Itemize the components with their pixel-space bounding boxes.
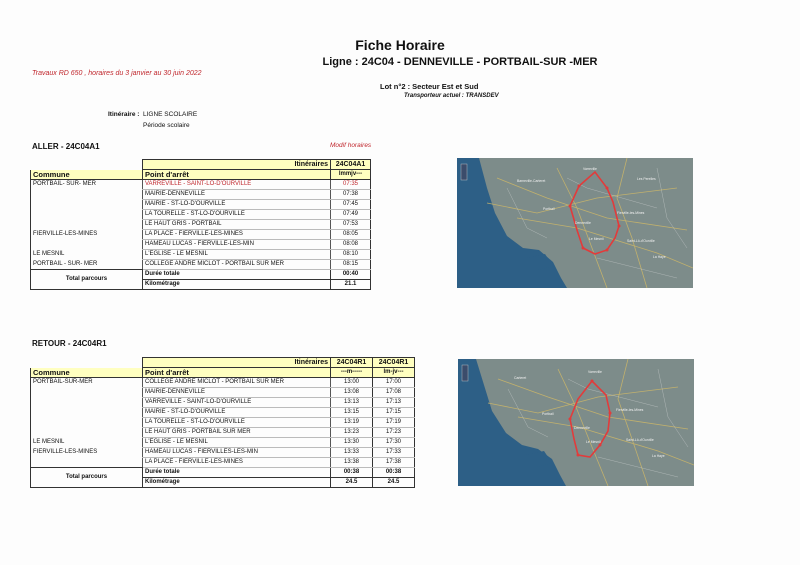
map-label: Portbail xyxy=(543,207,555,211)
time-cell: 08:08 xyxy=(331,240,371,250)
table-row xyxy=(31,418,415,428)
col-point-header: Point d'arrêt xyxy=(143,170,331,180)
km-label: Kilométrage xyxy=(143,280,331,290)
days-header: ---m----- xyxy=(331,368,373,378)
itineraire-label: Itinéraire : xyxy=(108,111,140,118)
table-row xyxy=(31,388,415,398)
stop-cell: LE HAUT GRIS - PORTBAIL xyxy=(143,220,331,230)
time-cell: 17:33 xyxy=(373,448,415,458)
time-cell: 17:08 xyxy=(373,388,415,398)
aller-timetable xyxy=(30,159,371,290)
stop-cell: L'EGLISE - LE MESNIL xyxy=(143,250,331,260)
map-label: Barneville-Carteret xyxy=(517,179,546,183)
days-header: lmmjv--- xyxy=(331,170,371,180)
commune-cell: PORTBAIL- SUR- MER xyxy=(31,180,143,190)
time-cell: 17:00 xyxy=(373,378,415,388)
duree-value: 00:40 xyxy=(331,270,371,280)
stop-cell: MAIRIE-DENNEVILLE xyxy=(143,190,331,200)
commune-cell xyxy=(31,220,143,230)
stop-cell: L'EGLISE - LE MESNIL xyxy=(143,438,331,448)
duree-label: Durée totale xyxy=(143,468,331,478)
stop-cell: MAIRIE - ST-LO-D'OURVILLE xyxy=(143,200,331,210)
time-cell: 07:53 xyxy=(331,220,371,230)
time-cell: 17:15 xyxy=(373,408,415,418)
commune-cell xyxy=(31,418,143,428)
period-label: Période scolaire xyxy=(143,122,190,129)
commune-cell: FIERVILLE-LES-MINES xyxy=(31,448,143,458)
total-parcours-label: Total parcours xyxy=(31,270,143,290)
map-label: Carteret xyxy=(514,376,527,380)
stop-cell: VARREVILLE - SAINT-LO-D'OURVILLE xyxy=(143,180,331,190)
time-cell: 17:23 xyxy=(373,428,415,438)
duree-label: Durée totale xyxy=(143,270,331,280)
map-label: Varreville xyxy=(588,370,602,374)
stop-cell: MAIRIE - ST-LO-D'OURVILLE xyxy=(143,408,331,418)
stop-cell: COLLEGE ANDRE MICLOT - PORTBAIL SUR MER xyxy=(143,260,331,270)
itineraires-label: Itinéraires xyxy=(143,358,331,368)
table-row xyxy=(31,210,371,220)
map-label: Le Mesnil xyxy=(586,440,601,444)
map-label: Fierville-les-Mines xyxy=(617,211,645,215)
time-cell: 08:15 xyxy=(331,260,371,270)
carrier-label: Transporteur actuel : TRANSDEV xyxy=(404,93,499,99)
table-row xyxy=(31,190,371,200)
commune-cell: LE MESNIL xyxy=(31,250,143,260)
time-cell: 17:19 xyxy=(373,418,415,428)
time-cell: 17:30 xyxy=(373,438,415,448)
retour-section-title: RETOUR - 24C04R1 xyxy=(32,339,107,348)
map-graphic xyxy=(457,158,693,288)
col-commune-header: Commune xyxy=(31,170,143,180)
map-label: La Haye xyxy=(652,454,665,458)
km-value: 24.5 xyxy=(373,478,415,488)
commune-cell xyxy=(31,240,143,250)
commune-cell: PORTBAIL-SUR-MER xyxy=(31,378,143,388)
days-header: lm-jv--- xyxy=(373,368,415,378)
line-subtitle: Ligne : 24C04 - DENNEVILLE - PORTBAIL-SUR -MER xyxy=(322,56,598,68)
table-row xyxy=(31,260,371,270)
table-row xyxy=(31,250,371,260)
retour-timetable xyxy=(30,357,415,488)
time-cell: 07:45 xyxy=(331,200,371,210)
time-cell: 07:38 xyxy=(331,190,371,200)
map-label: Varreville xyxy=(583,167,597,171)
time-cell: 08:05 xyxy=(331,230,371,240)
commune-cell xyxy=(31,398,143,408)
route-code: 24C04A1 xyxy=(331,160,371,170)
commune-cell xyxy=(31,200,143,210)
stop-cell: HAMEAU LUCAS - FIERVILLE-LES-MIN xyxy=(143,240,331,250)
time-cell: 13:15 xyxy=(331,408,373,418)
page-title: Fiche Horaire xyxy=(355,37,445,53)
col-point-header: Point d'arrêt xyxy=(143,368,331,378)
map-label: Le Mesnil xyxy=(589,237,604,241)
stop-cell: HAMEAU LUCAS - FIERVILLES-LES-MIN xyxy=(143,448,331,458)
stop-cell: LA TOURELLE - ST-LO-D'OURVILLE xyxy=(143,210,331,220)
commune-cell: PORTBAIL - SUR- MER xyxy=(31,260,143,270)
map-label: La Haye xyxy=(653,255,666,259)
commune-cell xyxy=(31,388,143,398)
stop-cell: COLLEGE ANDRE MICLOT - PORTBAIL SUR MER xyxy=(143,378,331,388)
km-value: 21.1 xyxy=(331,280,371,290)
time-cell: 07:49 xyxy=(331,210,371,220)
route-code: 24C04R1 xyxy=(373,358,415,368)
lot-label: Lot n°2 : Secteur Est et Sud xyxy=(380,82,479,91)
time-cell: 13:08 xyxy=(331,388,373,398)
table-row xyxy=(31,230,371,240)
map-label: Fierville-les-Mines xyxy=(616,408,644,412)
table-row xyxy=(31,398,415,408)
map-label: Les Perelles xyxy=(637,177,656,181)
time-cell: 13:19 xyxy=(331,418,373,428)
stop-cell: LA PLACE - FIERVILLE-LES-MINES xyxy=(143,458,331,468)
commune-cell xyxy=(31,458,143,468)
map-label: Saint-Lô-d'Ourville xyxy=(627,239,655,243)
total-parcours-label: Total parcours xyxy=(31,468,143,488)
time-cell: 08:10 xyxy=(331,250,371,260)
stop-cell: LE HAUT GRIS - PORTBAIL SUR MER xyxy=(143,428,331,438)
table-row xyxy=(31,200,371,210)
commune-cell xyxy=(31,408,143,418)
commune-cell: FIERVILLE-LES-MINES xyxy=(31,230,143,240)
table-row xyxy=(31,438,415,448)
time-cell: 13:38 xyxy=(331,458,373,468)
time-cell: 17:13 xyxy=(373,398,415,408)
table-row xyxy=(31,428,415,438)
itineraires-label: Itinéraires xyxy=(143,160,331,170)
time-cell: 13:23 xyxy=(331,428,373,438)
table-row xyxy=(31,408,415,418)
retour-route-map xyxy=(458,359,694,486)
stop-cell: MAIRIE-DENNEVILLE xyxy=(143,388,331,398)
time-cell: 13:33 xyxy=(331,448,373,458)
col-commune-header: Commune xyxy=(31,368,143,378)
table-row xyxy=(31,378,415,388)
table-row xyxy=(31,448,415,458)
works-notice: Travaux RD 650 , horaires du 3 janvier au 30 juin 2022 xyxy=(32,70,202,77)
km-value: 24.5 xyxy=(331,478,373,488)
map-graphic xyxy=(458,359,694,486)
commune-cell xyxy=(31,210,143,220)
duree-value: 00:38 xyxy=(331,468,373,478)
map-label: Denneville xyxy=(574,426,590,430)
km-label: Kilométrage xyxy=(143,478,331,488)
aller-route-map xyxy=(457,158,693,288)
commune-cell xyxy=(31,428,143,438)
time-cell: 13:00 xyxy=(331,378,373,388)
itineraire-value: LIGNE SCOLAIRE xyxy=(143,111,198,118)
table-row xyxy=(31,240,371,250)
table-row xyxy=(31,180,371,190)
duree-value: 00:38 xyxy=(373,468,415,478)
commune-cell: LE MESNIL xyxy=(31,438,143,448)
table-row xyxy=(31,458,415,468)
time-cell: 07:35 xyxy=(331,180,371,190)
stop-cell: VARREVILLE - SAINT-LO-D'OURVILLE xyxy=(143,398,331,408)
map-label: Saint-Lô-d'Ourville xyxy=(626,438,654,442)
aller-section-title: ALLER - 24C04A1 xyxy=(32,142,100,151)
map-label: Denneville xyxy=(575,221,591,225)
stop-cell: LA PLACE - FIERVILLE-LES-MINES xyxy=(143,230,331,240)
route-code: 24C04R1 xyxy=(331,358,373,368)
time-cell: 13:30 xyxy=(331,438,373,448)
modif-note: Modif horaires xyxy=(330,142,372,149)
map-label: Portbail xyxy=(542,412,554,416)
time-cell: 17:38 xyxy=(373,458,415,468)
commune-cell xyxy=(31,190,143,200)
stop-cell: LA TOURELLE - ST-LO-D'OURVILLE xyxy=(143,418,331,428)
table-row xyxy=(31,220,371,230)
time-cell: 13:13 xyxy=(331,398,373,408)
